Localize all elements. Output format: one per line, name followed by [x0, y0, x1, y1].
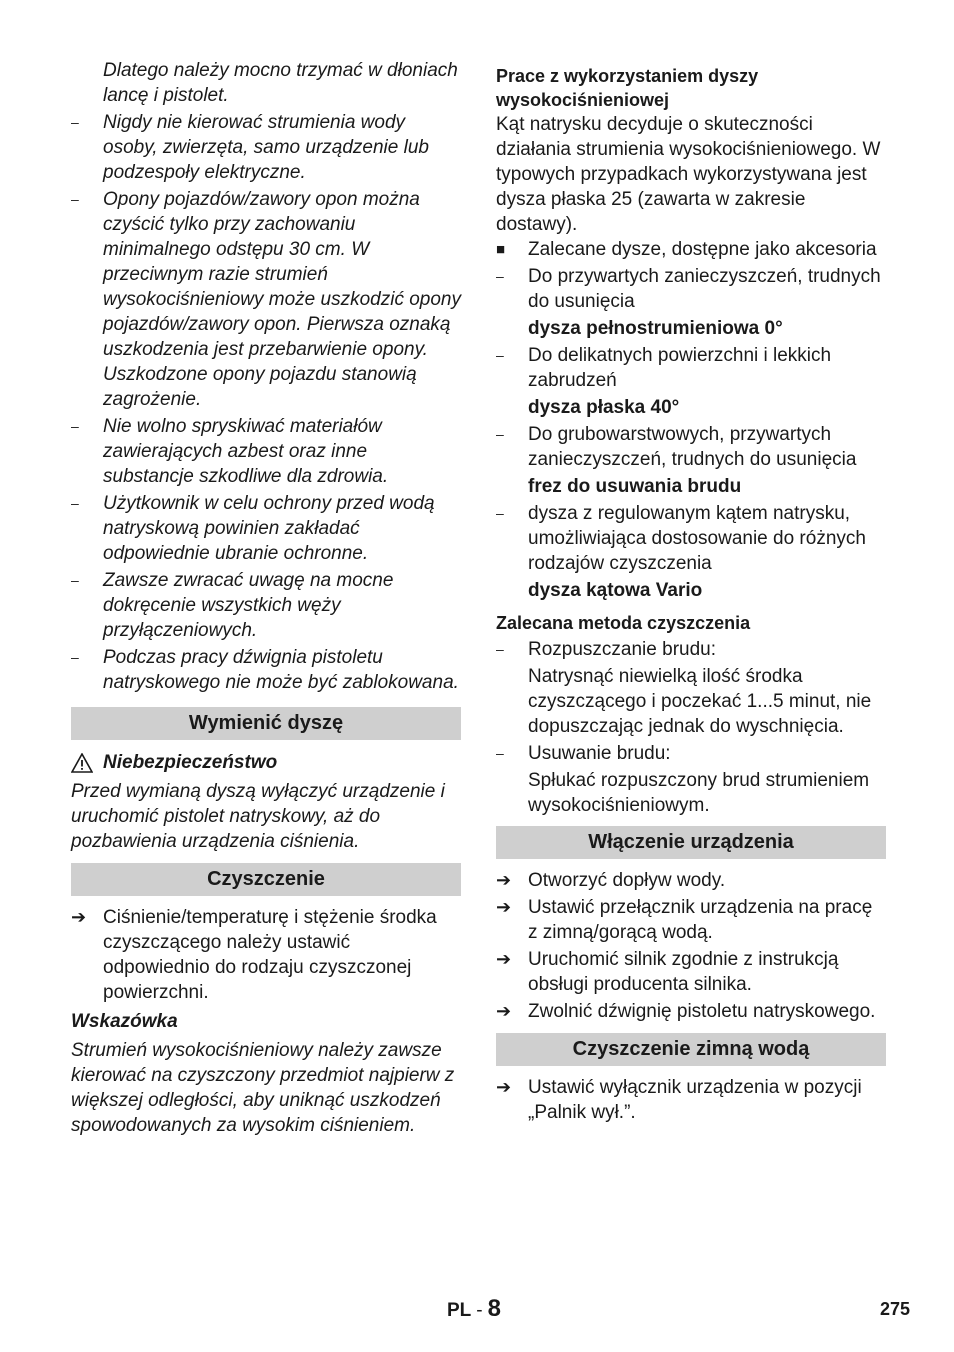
page-number: 275	[880, 1299, 911, 1319]
list-item: – Nigdy nie kierować strumienia wody osoby, zwierzęta, samo urządzenie lub podzespoły elektryczne.	[71, 110, 461, 185]
instruction-item: ➔ Otworzyć dopływ wody.	[496, 868, 886, 893]
list-item: – Do przywartych zanieczyszczeń, trudnych do usunięcia	[496, 264, 886, 314]
note-label: Wskazówka	[71, 1011, 178, 1032]
instruction-item: ➔ Ciśnienie/temperaturę i stężenie środka czyszczącego należy ustawić odpowiednio do rodzaju czyszczonej powierzchni.	[71, 905, 461, 1005]
footer-section-label	[447, 1294, 501, 1326]
list-item-square: ■ Zalecane dysze, dostępne jako akcesoria	[496, 237, 886, 262]
paragraph: Kąt natrysku decyduje o skuteczności działania strumienia wysokociśnieniowego. W typowych przypadkach wykorzystywana jest dysza płaska 25 (zawarta w zakresie dostawy).	[496, 114, 881, 235]
list-item-text: Natrysnąć niewielką ilość środka czyszczącego i poczekać 1...5 minut, nie dopuszczając jednak do wyschnięcia.	[528, 666, 872, 737]
danger-text: Przed wymianą dyszą wyłączyć urządzenie i uruchomić pistolet natryskowy, aż do pozbawienia urządzenia ciśnienia.	[71, 781, 445, 852]
nozzle-name: dysza pełnostrumieniowa 0°	[528, 318, 783, 339]
section-page-number: 8	[487, 1295, 501, 1322]
section-heading-cold-water: Czyszczenie zimną wodą	[496, 1033, 886, 1066]
list-item: – Użytkownik w celu ochrony przed wodą natryskową powinien zakładać odpowiednie ubranie ochronne.	[71, 491, 461, 566]
language-code: PL	[447, 1300, 472, 1321]
instruction-item: ➔ Ustawić przełącznik urządzenia na pracę z zimną/gorącą wodą.	[496, 895, 886, 945]
list-item: – Zawsze zwracać uwagę na mocne dokręcenie wszystkich węży przyłączeniowych.	[71, 568, 461, 643]
warning-triangle-icon	[71, 753, 93, 773]
list-item: – dysza z regulowanym kątem natrysku, umożliwiająca dostosowanie do różnych rodzajów czyszczenia	[496, 501, 886, 576]
list-item: – Usuwanie brudu:	[496, 741, 886, 766]
instruction-item: ➔ Uruchomić silnik zgodnie z instrukcją obsługi producenta silnika.	[496, 947, 886, 997]
nozzle-name: dysza kątowa Vario	[528, 580, 703, 601]
list-item: – Do delikatnych powierzchni i lekkich zabrudzeń	[496, 343, 886, 393]
list-item-text: Spłukać rozpuszczony brud strumieniem wysokociśnieniowym.	[528, 770, 870, 816]
left-column	[71, 58, 461, 1138]
list-item: – Do grubowarstwowych, przywartych zanieczyszczeń, trudnych do usunięcia	[496, 422, 886, 472]
subheading-high-pressure: Prace z wykorzystaniem dyszy wysokociśnieniowej	[496, 66, 759, 110]
separator: -	[476, 1300, 483, 1321]
paragraph: Dlatego należy mocno trzymać w dłoniach lancę i pistolet.	[103, 60, 458, 106]
section-heading-cleaning: Czyszczenie	[71, 863, 461, 896]
list-item: – Opony pojazdów/zawory opon można czyścić tylko przy zachowaniu minimalnego odstępu 30 cm. W przeciwnym razie strumień wysokociśnieniowy może uszkodzić opony pojazdów/zawory opon. Pierwsza oznaką uszkodzenia jest przebarwienie opony. Uszkodzone opony pojazdu stanowią zagrożenie.	[71, 187, 461, 412]
list-item: – Rozpuszczanie brudu:	[496, 637, 886, 662]
nozzle-name: dysza płaska 40°	[528, 397, 680, 418]
section-heading-nozzle: Wymienić dyszę	[71, 707, 461, 740]
note-text: Strumień wysokociśnieniowy należy zawsze kierować na czyszczony przedmiot najpierw z większej odległości, aby uniknąć uszkodzeń spowodowanych za wysokim ciśnieniem.	[71, 1040, 455, 1136]
list-item: – Podczas pracy dźwignia pistoletu natryskowego nie może być zablokowana.	[71, 645, 461, 695]
danger-heading	[71, 750, 461, 775]
section-heading-switch-on: Włączenie urządzenia	[496, 826, 886, 859]
nozzle-name: frez do usuwania brudu	[528, 476, 742, 497]
right-column	[496, 58, 886, 1125]
list-item: – Nie wolno spryskiwać materiałów zawierających azbest oraz inne substancje szkodliwe dla zdrowia.	[71, 414, 461, 489]
subheading-method: Zalecana metoda czyszczenia	[496, 613, 751, 633]
danger-label: Niebezpieczeństwo	[103, 752, 278, 773]
instruction-item: ➔ Ustawić wyłącznik urządzenia w pozycji „Palnik wył.”.	[496, 1075, 886, 1125]
instruction-item: ➔ Zwolnić dźwignię pistoletu natryskowego.	[496, 999, 886, 1024]
